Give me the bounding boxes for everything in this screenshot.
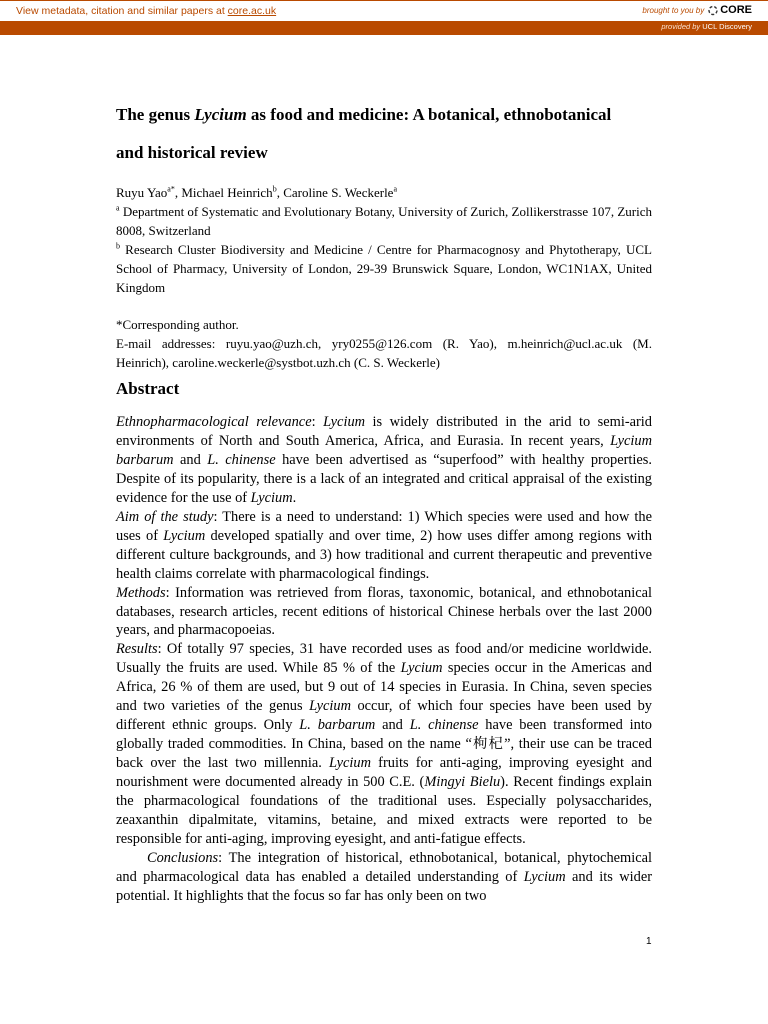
title-part: as food and medicine: A botanical, ethnobotanical <box>246 105 612 124</box>
page-number: 1 <box>646 936 652 947</box>
abstract-body <box>116 413 652 906</box>
affil-text: Department of Systematic and Evolutionary Botany, University of Zurich, Zollikerstrasse 107, Zurich 8008, Switzerland <box>116 204 652 238</box>
section-label: Ethnopharmacological relevance <box>116 414 312 430</box>
abstract-methods <box>116 584 652 641</box>
abstract-text: ). Recent findings explain the pharmacological foundations of the traditional uses. Especially polysaccharides, zeaxanthin dipalmitate, vitamins, betaine, and mixed extracts were reported to be responsible for anti-aging, improving eyesight, and anti-fatigue effects. <box>116 774 653 847</box>
section-label: Conclusions <box>147 849 219 866</box>
core-provider-line <box>661 22 752 31</box>
author-name: Ruyu Yao <box>116 185 168 200</box>
paper-title <box>116 96 656 172</box>
title-genus: Lycium <box>194 105 247 124</box>
author-affil-mark: a* <box>167 184 175 194</box>
core-logo-word: CORE <box>720 4 752 16</box>
core-banner <box>0 0 768 21</box>
abstract-aim <box>116 508 652 584</box>
taxon-name: Lycium <box>309 698 351 715</box>
email-addresses: E-mail addresses: ruyu.yao@uzh.ch, yry0255@126.com (R. Yao), m.heinrich@ucl.ac.uk (M. Heinrich), caroline.weckerle@systbot.uzh.ch (C. S. Weckerle) <box>116 336 652 370</box>
abstract-text: occur, of which four species have been used by different ethnic groups. Only <box>116 698 652 734</box>
abstract-text: developed spatially and over time, 2) how uses differ among regions with different culture backgrounds, and 3) how traditional and current therapeutic and preventive health claims correlate with pharmacological findings. <box>116 527 652 582</box>
correspondence-block <box>116 315 652 372</box>
affiliation <box>116 202 652 240</box>
core-brand[interactable] <box>642 4 752 16</box>
core-logo-icon <box>708 5 718 16</box>
taxon-name: Lycium <box>323 414 366 430</box>
abstract-text: : Of totally 97 species, 31 have recorded uses as food and/or medicine worldwide. Usually the fruits are used. While 85 % of the <box>116 641 652 677</box>
core-metadata-notice <box>16 5 276 17</box>
abstract-results <box>116 640 652 848</box>
abstract-text: fruits for anti-aging, improving eyesight and nourishment were documented already in 500 C.E. ( <box>116 755 652 791</box>
core-metadata-text: View metadata, citation and similar papers at <box>16 5 228 17</box>
affil-mark: a <box>116 203 120 213</box>
affil-text: Research Cluster Biodiversity and Medicine / Centre for Pharmacognosy and Phytotherapy, UCL School of Pharmacy, University of London, 29-39 Brunswick Square, London, WC1N1AX, United Kingdom <box>116 242 652 295</box>
abstract-heading: Abstract <box>116 379 180 398</box>
taxon-name: Lycium barbarum <box>116 432 652 468</box>
author-affil-mark: a <box>393 184 398 194</box>
core-logo[interactable] <box>708 4 752 16</box>
taxon-name: Lycium <box>250 489 293 506</box>
provided-by-text: provided by <box>661 22 701 31</box>
provider-name[interactable]: UCL Discovery <box>702 22 752 31</box>
abstract-text: species occur in the Americas and Africa, 26 % of them are used, but 9 out of 14 species in Eurasia. In China, seven species and two varieties of the genus <box>116 660 652 715</box>
section-label: Aim of the study <box>116 508 214 525</box>
taxon-name: L. barbarum <box>299 717 376 734</box>
abstract-text: : <box>311 414 324 430</box>
abstract-text: : Information was retrieved from floras, taxonomic, botanical, and ethnobotanical databases, research articles, recent editions of historical Chinese herbals over the last 2000 years, and pharmacopoeias. <box>116 584 652 639</box>
taxon-name: Lycium <box>329 755 371 772</box>
taxon-name: L. chinense <box>207 451 276 468</box>
abstract-text: and <box>173 451 208 468</box>
affiliation <box>116 240 652 297</box>
abstract-text: is widely distributed in the arid to semi-arid environments of North and South America, Africa, and Eurasia. In recent years, <box>116 414 652 449</box>
abstract-text: : There is a need to understand: 1) Which species were used and how the uses of <box>116 508 652 544</box>
affil-mark: b <box>116 241 120 251</box>
author-block <box>116 183 652 297</box>
core-provider-bar <box>0 21 768 35</box>
abstract-text: and its wider potential. It highlights that the focus so far has only been on two <box>116 868 653 904</box>
section-label: Results <box>116 641 158 658</box>
author-name: Michael Heinrich <box>181 185 273 200</box>
author-affil-mark: b <box>272 184 277 194</box>
taxon-name: Lycium <box>400 660 443 677</box>
taxon-name: L. chinense <box>409 717 479 734</box>
author-list: Ruyu Yao$^{a*}$, Michael Heinrich$^b$, Caroline S. Weckerle$^a$ <box>116 184 398 200</box>
author-name: Caroline S. Weckerle <box>283 185 394 200</box>
abstract-text: have been advertised as “superfood” with healthy properties. Despite of its popularity, there is a lack of an integrated and critical appraisal of the existing evidence for the use of <box>116 451 652 506</box>
book-title: Mingyi Bielu <box>424 774 501 791</box>
abstract-text: and <box>375 717 410 734</box>
section-label: Methods <box>116 584 166 601</box>
abstract-relevance <box>116 413 652 508</box>
abstract-text: have been transformed into globally traded commodities. In China, based on the name “枸杞”, their use can be traced back over the last two millennia. <box>116 717 653 772</box>
title-part: The genus <box>116 105 195 124</box>
taxon-name: Lycium <box>163 527 206 544</box>
corresponding-author-note: *Corresponding author. <box>116 317 239 332</box>
taxon-name: Lycium <box>523 868 566 885</box>
abstract-text: : The integration of historical, ethnobotanical, botanical, phytochemical and pharmacological data has enabled a detailed understanding of <box>116 849 652 885</box>
core-link[interactable]: core.ac.uk <box>227 5 277 17</box>
abstract-text: . <box>292 489 297 506</box>
title-line-2: and historical review <box>116 143 268 162</box>
brought-by-text: brought to you by <box>642 5 705 15</box>
abstract-conclusions <box>116 849 652 906</box>
